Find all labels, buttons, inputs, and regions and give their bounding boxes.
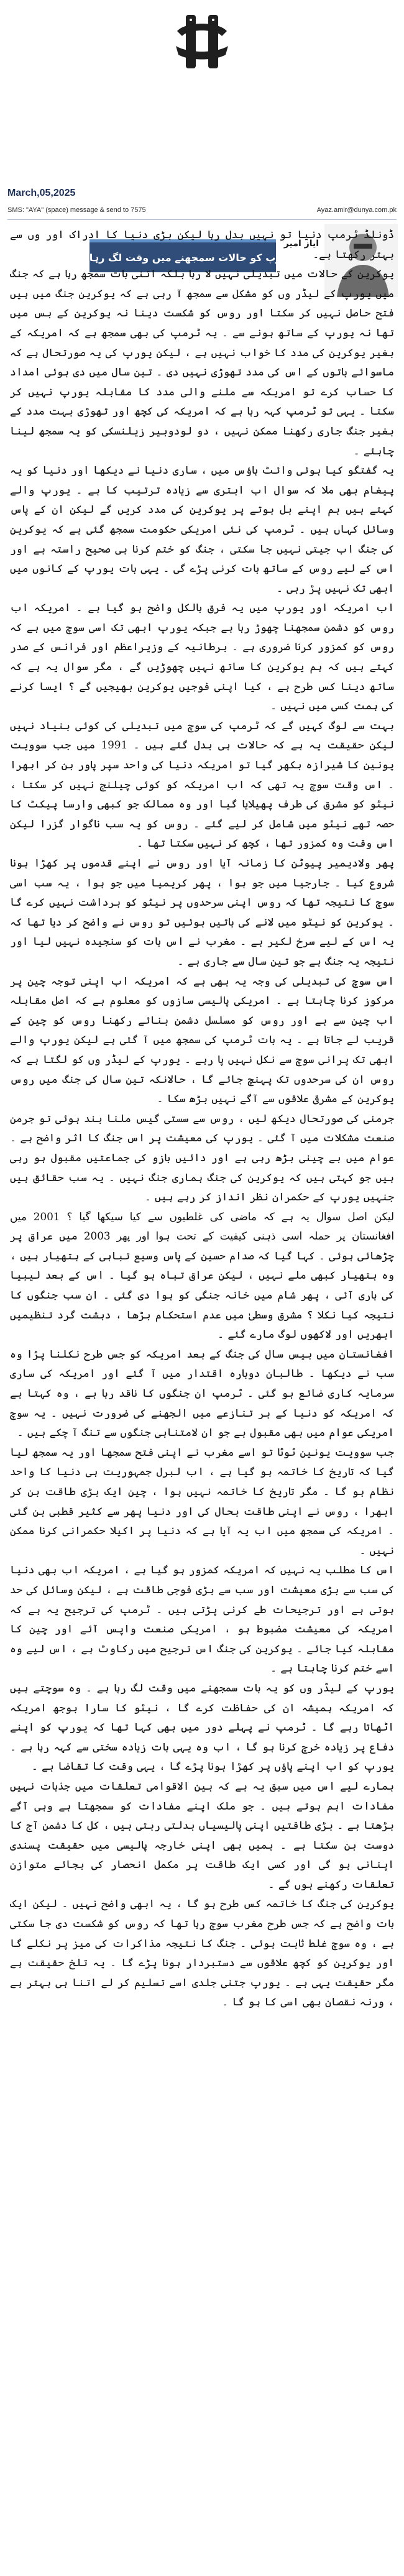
article-paragraph: ڈونلڈ ٹرمپ دنیا تو نہیں بدل رہا لیکن بڑی دنیا کا ادراک اور وں سے بہتر رکھتا ہے۔ (10, 228, 394, 260)
sms-instruction: SMS: "AYA" (space) message & send to 7575 (7, 206, 146, 214)
header-divider (7, 219, 397, 220)
headline-text: یورپ کو حالات سمجھنے میں وقت لگ رہا ہے (74, 251, 292, 264)
article-paragraph: پھر ولادیمیر پیوٹن کا زمانہ آیا اور روس نے اپنے قدموں پر کھڑا ہونا شروع کیا ۔ جارجیا میں جو ہوا ، پھر کریمیا میں جو ہوا ، یہ سب اسی سوچ کا نتیجہ تھا کہ روس اپنی سرحدوں پر نیٹو کو برداشت نہیں کرے گا ۔ یوکرین کو نیٹو میں لانے کی باتیں ہوئیں تو روس نے واضح کر دیا تھا کہ یہ اس کے لیے سرخ لکیر ہے ۔ مغرب نے اس بات کو سنجیدہ نہیں لیا اور نتیجہ یہ جنگ ہے جو تین سال سے جاری ہے ۔ (10, 857, 394, 967)
author-name: ایاز امیر (283, 239, 319, 249)
article-paragraph: افغانستان میں بیس سال کی جنگ کے بعد امریکہ کو جس طرح نکلنا پڑا وہ سب نے دیکھا ۔ طالبان دوبارہ اقتدار میں آ گئے اور امریکہ کی ساری سرمایہ کاری ضائع ہو گئی ۔ ٹرمپ ان جنگوں کا ناقد رہا ہے ، وہ کہتا ہے کہ امریکہ کو دنیا کے ہر تنازعے میں الجھنے کی ضرورت نہیں ۔ یہ سوچ امریکی عوام میں بھی مقبول ہے جو ان لامتناہی جنگوں سے تنگ آ چکے ہیں ۔ (10, 1347, 394, 1439)
article-paragraph: لیکن اصل سوال یہ ہے کہ ماضی کی غلطیوں سے کیا سیکھا گیا ؟ 2001 میں افغانستان پر حملہ اسی ذہنی کیفیت کے تحت ہوا اور پھر 2003 میں عراق پر چڑھائی ہوئی ۔ کہا گیا کہ صدام حسین کے پاس وسیع تباہی کے ہتھیار ہیں ، وہ ہتھیار کبھی ملے نہیں ، لیکن عراق تباہ ہو گیا ۔ اس کے بعد لیبیا کی باری آئی ، پھر شام میں خانہ جنگی کو ہوا دی گئی ۔ ان سب جنگوں کا نتیجہ کیا نکلا ؟ مشرق وسطیٰ میں عدم استحکام بڑھا ، دہشت گرد تنظیمیں ابھریں اور لاکھوں لوگ مارے گئے ۔ (10, 1210, 394, 1341)
article-paragraph: بہت سے لوگ کہیں گے کہ ٹرمپ کی سوچ میں تبدیلی کی کوئی بنیاد نہیں لیکن حقیقت یہ ہے کہ حالات ہی بدل گئے ہیں ۔ 1991 میں جب سوویت یونین کا شیرازہ بکھر گیا تو امریکہ دنیا کی واحد سپر پاور بن کر ابھرا ۔ اس وقت سوچ یہ تھی کہ اب امریکہ کو کوئی چیلنج نہیں کر سکتا ، نیٹو کو مشرق کی طرف پھیلایا گیا اور وہ ممالک جو کبھی وارسا پیکٹ کا حصہ تھے نیٹو میں شامل کر لیے گئے ۔ روس کو یہ سب ناگوار گزرا لیکن اس وقت وہ کمزور تھا ، کچھ کر نہیں سکتا تھا ۔ (10, 719, 394, 850)
article-paragraph: جب سوویت یونین ٹوٹا تو اسے مغرب نے اپنی فتح سمجھا اور یہ سمجھ لیا گیا کہ تاریخ کا خاتمہ ہو گیا ہے ، اب لبرل جمہوریت ہی دنیا کا واحد نظام ہو گا ۔ مگر تاریخ کا خاتمہ نہیں ہوا ، چین ایک بڑی طاقت بن کر ابھرا ، روس نے اپنی طاقت بحال کی اور دنیا پھر سے کثیر قطبی بن گئی ۔ امریکہ کی سمجھ میں اب یہ آیا ہے کہ دنیا پر اکیلا حکمرانی کرنا ممکن نہیں ۔ (10, 1445, 394, 1557)
article-paragraph: اب امریکہ اور یورپ میں یہ فرق بالکل واضح ہو گیا ہے ۔ امریکہ اب روس کو دشمن سمجھنا چھوڑ رہا ہے جبکہ یورپ ابھی تک اسی سوچ میں ہے کہ روس کو کمزور کرنا ضروری ہے ۔ برطانیہ کے وزیراعظم اور فرانس کے صدر کہتے ہیں کہ ہم یوکرین کا ساتھ نہیں چھوڑیں گے ، مگر سوال یہ ہے کہ ساتھ دینا کس طرح ہے ، کیا اپنی فوجیں یوکرین بھیجیں گے ؟ ایسا کرنے کی ہمت کسی میں نہیں ۔ (10, 601, 394, 712)
article-paragraph: جرمنی کی صورتحال دیکھ لیں ، روس سے سستی گیس ملنا بند ہوئی تو جرمن صنعت مشکلات میں آ گئی ۔ یورپ کی معیشت پر اس جنگ کا اثر واضح ہے ۔ عوام میں بے چینی بڑھ رہی ہے اور دائیں بازو کی جماعتیں مقبول ہو رہی ہیں جو کہتی ہیں کہ یوکرین کی جنگ ہماری جنگ نہیں ۔ یہ سب حقائق ہیں جنہیں یورپ کے حکمران نظر انداز کر رہے ہیں ۔ (10, 1111, 394, 1203)
author-email: Ayaz.amir@dunya.com.pk (316, 206, 397, 214)
article-paragraph: یہ گفتگو کیا ہوئی وائٹ ہاؤس میں ، ساری دنیا نے دیکھا اور دنیا کو یہ پیغام بھی ملا کہ سوال اب ابتری سے زیادہ ترتیب کا ہے ۔ یورپ والے کہتے ہیں ہم اپنے بل بوتے پر یوکرین کی مدد کریں گے لیکن ان کے پاس وسائل کہاں ہیں ۔ ٹرمپ کی نئی امریکی حکومت سمجھ گئی ہے کہ یوکرین کی جنگ اب جیتی نہیں جا سکتی ، جنگ کو ختم کرنا ہی صحیح راستہ ہے اور اس کے لیے روس کے ساتھ بات کرنی پڑے گی ۔ یہی بات یورپ کے کانوں میں ابھی تک نہیں پڑ رہی ۔ (10, 464, 394, 594)
article-paragraph: ہمارے لیے اس میں سبق یہ ہے کہ بین الاقوامی تعلقات میں جذبات نہیں مفادات اہم ہوتے ہیں ۔ جو ملک اپنے مفادات کو سمجھتا ہے وہی آگے بڑھتا ہے ۔ بڑی طاقتیں اپنی پالیسیاں بدلتی رہتی ہیں ، کل کا دشمن آج کا دوست بن سکتا ہے ۔ ہمیں بھی اپنی خارجہ پالیسی میں حقیقت پسندی اپنانی ہو گی اور کسی ایک طاقت پر مکمل انحصار کی بجائے متوازن تعلقات رکھنے ہوں گے ۔ (10, 1779, 394, 1890)
article-paragraph: یوکرین کے حالات میں تبدیلی نہیں لا رہا بلکہ اتنی بات سمجھ رہا ہے کہ جنگ میں یورپ کے لیڈر وں کو مشکل سے سمجھ آ رہی ہے کہ یوکرین جنگ میں ہیں فتح حاصل نہیں کر سکتا اور روس کو شکست دینا نہ یوکرین کے بس میں تھا نہ یورپ کے ساتھ ہونے سے ۔ یہ ٹرمپ کی بھی سمجھ ہے کہ امریکہ کے بغیر یوکرین کی مدد کا خواب نہیں ہے ، لیکن یورپ کی یہ صورتحال ہے کہ ماسوائے باتوں کے اس کی مدد تھوڑی نہیں دی ۔ تین سال میں دی ہوئی امداد کا حساب کرے تو امریکہ سے ملنے والی مدد کا مقابلہ یورپ نہیں کر سکتا ۔ یہی تو ٹرمپ کہہ رہا ہے کہ امریکہ کی کچھ اور تھوڑی بہت مدد کے بغیر جنگ جاری رکھنا ممکن نہیں ، دو لودوبیر زیلنسکی کو یہ سمجھ لینا چاہئے ۔ (10, 267, 394, 457)
article-paragraph: یورپ کے لیڈر وں کو یہ بات سمجھنے میں وقت لگ رہا ہے ۔ وہ سوچتے ہیں کہ امریکہ ہمیشہ ان کی حفاظت کرے گا ، نیٹو کا سارا بوجھ امریکہ اٹھاتا رہے گا ۔ ٹرمپ نے پہلے دور میں بھی کہا تھا کہ یورپ کو اپنے دفاع پر زیادہ خرچ کرنا ہو گا ، اب وہ یہی بات زیادہ سختی سے کہہ رہا ہے ۔ یورپ کو اب اپنے پاؤں پر کھڑا ہونا پڑے گا ، یہی وقت کا تقاضا ہے ۔ (10, 1681, 394, 1773)
contact-line (7, 203, 397, 217)
publication-date: March,05,2025 (7, 188, 76, 198)
masthead (0, 0, 404, 87)
article-paragraph: اس سوچ کی تبدیلی کی وجہ یہ بھی ہے کہ امریکہ اب اپنی توجہ چین پر مرکوز کرنا چاہتا ہے ۔ امریکی پالیسی سازوں کو معلوم ہے کہ اصل مقابلہ اب چین سے ہے اور روس کو مسلسل دشمن بنائے رکھنا روس کو چین کے قریب لے جاتا ہے ۔ یہ بات ٹرمپ کی سمجھ میں آ گئی ہے لیکن یورپ والے ابھی تک پرانی سوچ سے نکل نہیں پا رہے ۔ یورپ کے لیڈر وں کو لگتا ہے کہ روس ان کی سرحدوں تک پہنچ جائے گا ، حالانکہ تین سال کی جنگ میں روس یوکرین کے مشرقی علاقوں سے آگے نہیں بڑھ سکا ۔ (10, 974, 394, 1105)
article-paragraph: اس کا مطلب یہ نہیں کہ امریکہ کمزور ہو گیا ہے ، امریکہ اب بھی دنیا کی سب سے بڑی معیشت اور سب سے بڑی فوجی طاقت ہے ، لیکن وسائل کی حد ہوتی ہے اور ترجیحات طے کرنی پڑتی ہیں ۔ ٹرمپ کی ترجیح یہ ہے کہ امریکہ کی معیشت مضبوط ہو ، امریکی صنعت واپس آئے اور چین کا مقابلہ کیا جائے ۔ یوکرین کی جنگ اس ترجیح میں رکاوٹ ہے ، اس لیے وہ اسے ختم کرنا چاہتا ہے ۔ (10, 1563, 394, 1675)
article-paragraph: یوکرین کی جنگ کا خاتمہ کس طرح ہو گا ، یہ ابھی واضح نہیں ۔ لیکن ایک بات واضح ہے کہ جس طرح مغرب سوچ رہا تھا کہ روس کو شکست دی جا سکتی ہے ، وہ سوچ غلط ثابت ہوئی ۔ جنگ کا نتیجہ مذاکرات کی میز پر نکلے گا اور یوکرین کو کچھ علاقوں سے دستبردار ہونا پڑے گا ۔ یہ تلخ حقیقت ہے مگر حقیقت یہی ہے ۔ یورپ جتنی جلدی اسے تسلیم کر لے اتنا ہی بہتر ہے ، ورنہ نقصان بھی اسی کا ہو گا ۔ (10, 1897, 394, 2008)
dunya-logo-icon (165, 6, 239, 81)
article-body (10, 225, 394, 2562)
newspaper-logo (158, 0, 246, 87)
